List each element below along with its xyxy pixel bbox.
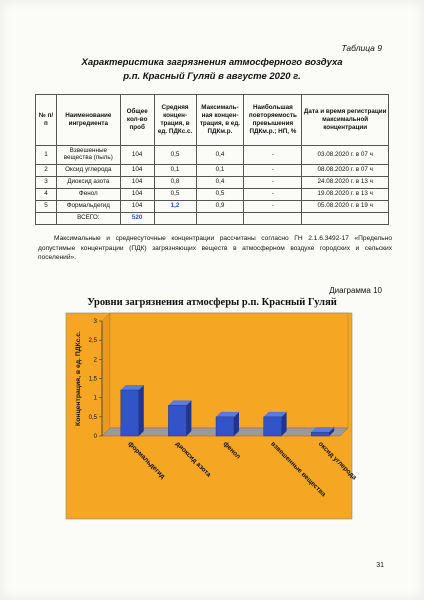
cell-date: 19.08.2020 г. в 13 ч [302,189,389,201]
x-category-label: оксид углерода [316,440,358,482]
cell-empty [302,213,389,225]
cell-repeat: - [244,201,302,213]
cell-max: 0,5 [196,189,244,201]
header-num: № п/п [36,95,57,146]
cell-name: Формальдегид [56,201,120,213]
cell-repeat: - [244,146,302,165]
cell-avg: 0,8 [154,177,196,189]
cell-max: 0,1 [196,165,244,177]
cell-num: 3 [36,177,57,189]
chart-panel [66,313,358,519]
y-tick-label: 1,5 [88,376,97,383]
cell-name: Взвешенные вещества (пыль) [56,146,120,165]
bar-side [139,385,144,436]
total-label: ВСЕГО: [56,213,120,225]
cell-date: 24.08.2020 г. в 13 ч [302,177,389,189]
cell-repeat: - [244,165,302,177]
x-category-label: формальдегид [126,440,167,481]
cell-date: 03.08.2020 г. в 07 ч [302,146,389,165]
y-tick-label: 3 [93,319,97,325]
cell-num: 2 [36,165,57,177]
cell-name: Диоксид азота [56,177,120,189]
cell-max: 0,4 [196,146,244,165]
table-total-row [36,213,389,225]
bar [216,417,234,436]
y-tick-label: 2,5 [88,338,97,345]
bar [168,405,186,436]
cell-avg: 0,5 [154,146,196,165]
cell-empty [154,213,196,225]
cell-count: 104 [120,177,154,189]
y-tick-label: 2 [93,357,97,364]
table-title-line-2: р.п. Красный Гуляй в августе 2020 г. [123,71,301,82]
cell-avg: 0,5 [154,189,196,201]
cell-repeat: - [244,177,302,189]
bar [264,417,282,436]
table-header-row [36,95,389,146]
total-value: 520 [120,213,154,225]
diagram-label: Диаграмма 10 [329,286,382,295]
y-axis-label: Концентрация, в ед. ПДКс.с. [75,331,82,426]
header-avg: Средняя концен-трация, в ед. ПДКс.с. [154,95,196,146]
table-row [36,146,389,165]
header-count: Общее кол-во проб [120,95,154,146]
cell-count: 104 [120,146,154,165]
cell-avg: 0,1 [154,165,196,177]
cell-date: 05.08.2020 г. в 19 ч [302,201,389,213]
cell-num: 1 [36,146,57,165]
cell-max: 0,9 [196,201,244,213]
cell-empty [244,213,302,225]
cell-num: 5 [36,201,57,213]
header-name: Наименование ингредиента [56,95,120,146]
table-title-line-1: Характеристика загрязнения атмосферного воздуха [81,57,343,68]
x-category-label: диоксид азота [173,440,213,479]
chart-title: Уровни загрязнения атмосферы р.п. Красный Гуляй [87,297,337,308]
header-date: Дата и время регистрации максимальной концентрации [302,95,389,146]
cell-avg-highlight: 1,2 [154,201,196,213]
y-tick-label: 0,5 [88,414,97,421]
bar [121,390,139,436]
cell-date: 08.08.2020 г. в 07 ч [302,165,389,177]
cell-count: 104 [120,189,154,201]
cell-repeat: - [244,189,302,201]
cell-max: 0,4 [196,177,244,189]
table-row [36,189,389,201]
cell-count: 104 [120,201,154,213]
cell-name: Оксид углерода [56,165,120,177]
cell-count: 104 [120,165,154,177]
cell-name: Фенол [56,189,120,201]
x-category-label: взвешенные вещества [269,440,327,499]
table-row [36,165,389,177]
y-tick-label: 0 [93,434,97,440]
bar-chart [66,313,358,519]
page-number: 31 [376,562,384,569]
header-max: Максималь-ная концен-трация, в ед. ПДКм.р. [196,95,244,146]
cell-empty [36,213,57,225]
table-note: Максимальные и среднесуточные концентрации рассчитаны согласно ГН 2.1.6.3492-17 «Предельно допустимые концентрации (ПДК) загрязняющих веществ в атмосферном воздухе городских и сельских поселений». [38,235,392,262]
y-tick-label: 1 [93,395,97,402]
cell-empty [196,213,244,225]
x-category-label: фенол [221,440,242,461]
table-row [36,177,389,189]
header-repeat: Наибольшая повторяемость превышения ПДКм.р.; НП, % [244,95,302,146]
bar-side [186,400,191,436]
table-row [36,201,389,213]
chart-side-wall [102,313,110,436]
table-label: Таблица 9 [341,43,382,53]
chart-back-wall [110,313,348,428]
cell-num: 4 [36,189,57,201]
pollution-table [35,94,389,225]
bar [311,432,329,436]
